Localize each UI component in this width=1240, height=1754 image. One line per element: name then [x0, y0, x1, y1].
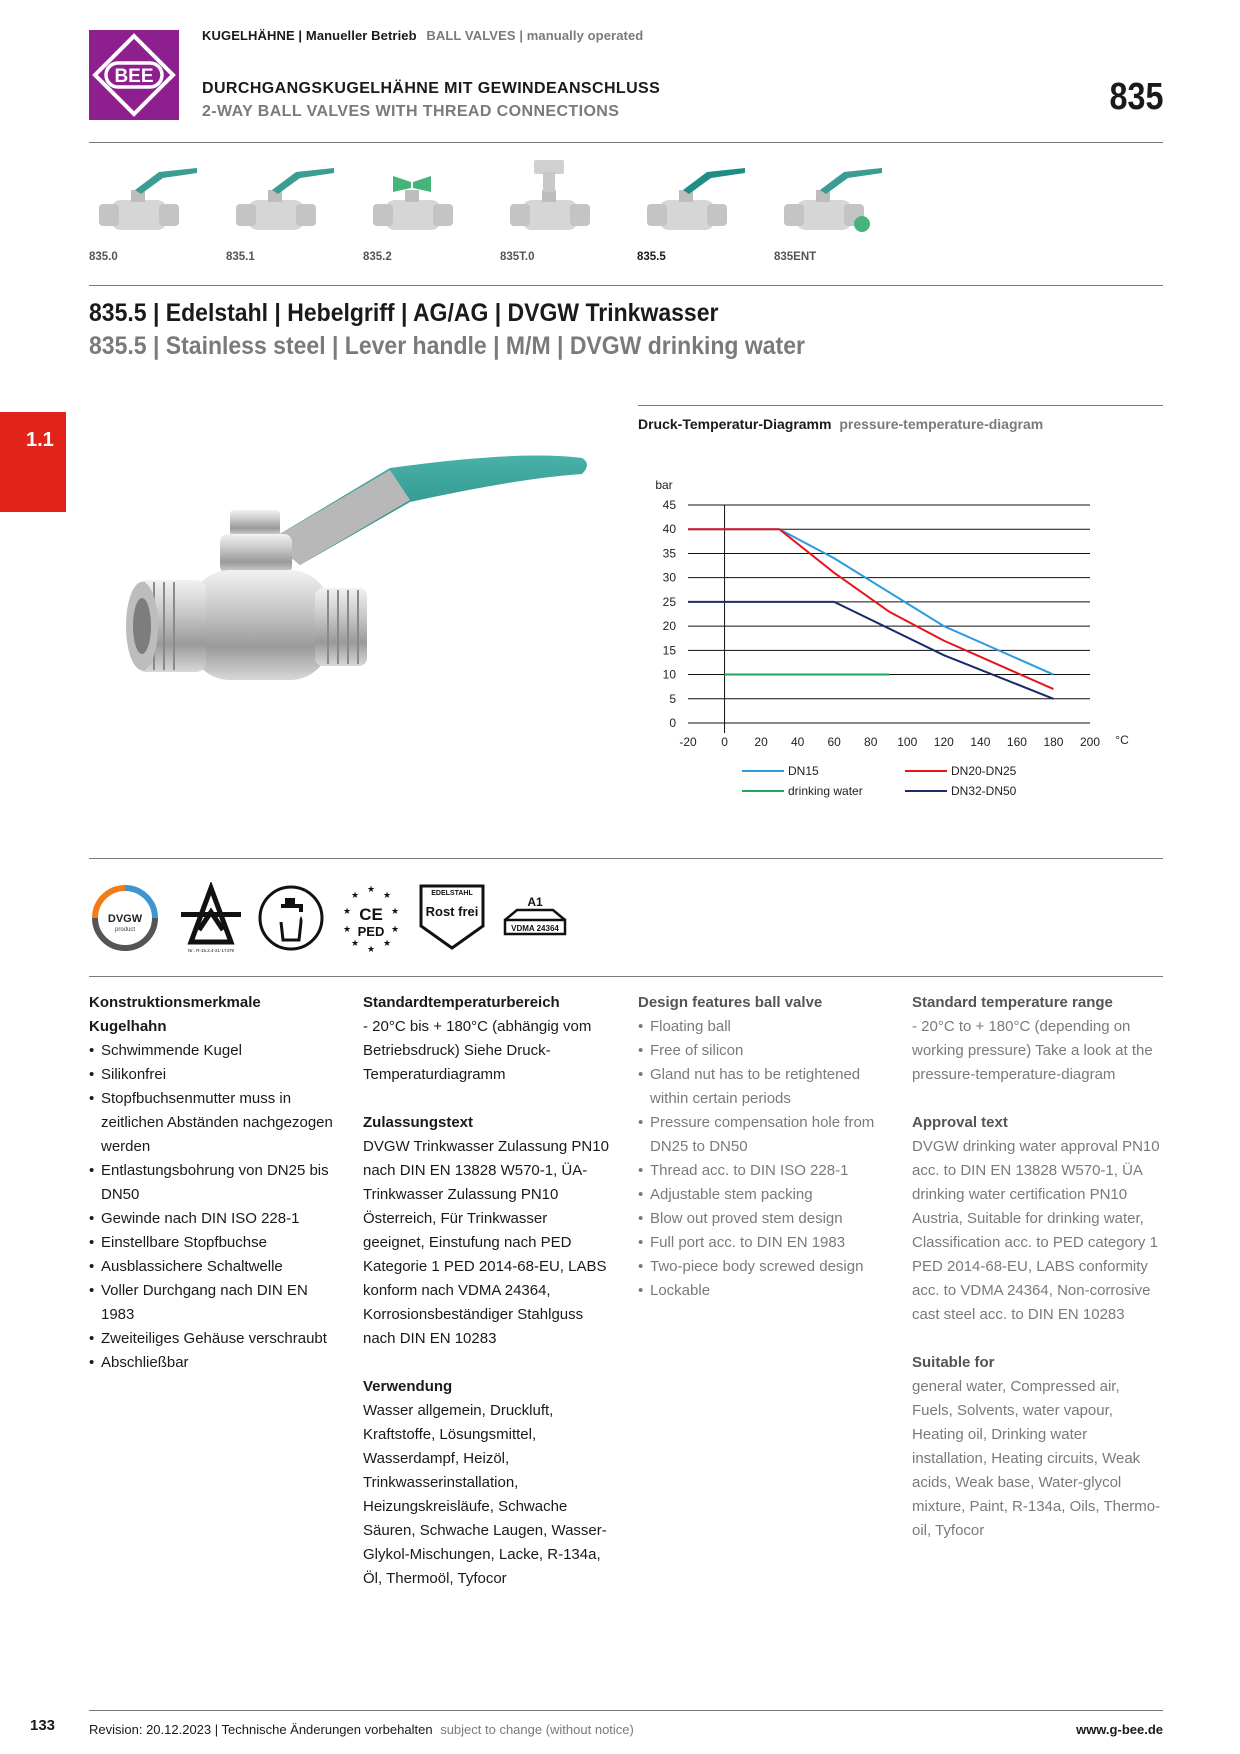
list-item: • Stopfbuchsenmutter muss in zeitlichen Abständen nachgezogen werden [89, 1087, 339, 1159]
page-number: 133 [30, 1717, 56, 1734]
svg-text:★: ★ [382, 890, 392, 900]
x-tick-label: 140 [970, 735, 991, 749]
column-heading: Konstruktionsmerkmale Kugelhahn [89, 994, 261, 1035]
vdma-badge [505, 895, 565, 934]
subtitle-en: 2-WAY BALL VALVES WITH THREAD CONNECTIONS [202, 103, 620, 120]
website-link[interactable]: www.g-bee.de [1076, 1722, 1163, 1737]
ua-text: Nr.: R-15.2.4-21-17479 [187, 948, 235, 953]
divider [89, 285, 1163, 286]
design-features-de [89, 991, 339, 1375]
list-item: • Silikonfrei [89, 1063, 339, 1087]
temperature-text: - 20°C to + 180°C (depending on working pressure) Take a look at the pressure-temperature-diagram [912, 1018, 1153, 1083]
variant-label: 835.5 [637, 251, 666, 263]
x-tick-label: 80 [864, 735, 878, 749]
y-tick-label: 40 [662, 522, 676, 537]
list-item: • Einstellbare Stopfbuchse [89, 1231, 339, 1255]
category-en: BALL VALVES | manually operated [426, 28, 644, 43]
x-tick-label: 180 [1043, 735, 1064, 749]
x-tick-label: 20 [754, 735, 768, 749]
y-axis-label: bar [655, 478, 673, 492]
divider [89, 976, 1163, 977]
dvgw-sub: product [114, 927, 136, 933]
design-features-en [638, 991, 888, 1303]
svg-text:★: ★ [350, 938, 360, 948]
variant-thumbnail[interactable] [500, 158, 620, 238]
svg-text:★: ★ [382, 938, 392, 948]
x-tick-label: -20 [679, 735, 697, 749]
list-item: • Free of silicon [638, 1039, 888, 1063]
dvgw-badge [95, 888, 155, 948]
variant-thumbnail[interactable] [226, 158, 346, 238]
x-tick-label: 40 [790, 735, 805, 749]
list-item: • Zweiteiliges Gehäuse verschraubt [89, 1327, 339, 1351]
feature-list [89, 1039, 339, 1375]
legend-entry: DN15 [788, 764, 819, 778]
vdma-text: VDMA 24364 [511, 924, 559, 933]
product-image [120, 430, 610, 750]
divider [638, 405, 1163, 406]
column-heading: Standard temperature range [912, 994, 1113, 1011]
list-item: • Floating ball [638, 1015, 888, 1039]
page-code: 835 [1109, 76, 1163, 118]
product-title-en: 835.5 | Stainless steel | Lever handle | M/M | DVGW drinking water [89, 332, 805, 360]
list-item: • Voller Durchgang nach DIN EN 1983 [89, 1279, 339, 1327]
list-item: • Entlastungsbohrung von DN25 bis DN50 [89, 1159, 339, 1207]
chart-title [638, 416, 1043, 432]
variant-label: 835T.0 [500, 251, 535, 263]
revision-de: Revision: 20.12.2023 | Technische Änderungen vorbehalten [89, 1722, 433, 1737]
y-tick-label: 15 [662, 643, 676, 658]
y-tick-label: 25 [662, 594, 676, 609]
list-item: • Gland nut has to be retightened within certain periods [638, 1063, 888, 1111]
x-tick-label: 200 [1079, 735, 1101, 749]
ua-badge [181, 888, 241, 953]
y-tick-label: 10 [662, 667, 676, 682]
legend-entry: DN32-DN50 [951, 784, 1017, 798]
x-axis-label: °C [1115, 733, 1129, 747]
use-heading: Suitable for [912, 1354, 995, 1371]
variant-label: 835.1 [226, 251, 255, 263]
approval-heading: Zulassungstext [363, 1114, 474, 1131]
approval-heading: Approval text [912, 1114, 1008, 1131]
variant-label: 835.2 [363, 251, 392, 263]
variant-thumbnail[interactable] [637, 158, 757, 238]
temperature-approval-en [912, 991, 1162, 1543]
y-tick-label: 0 [669, 716, 676, 730]
use-text: Wasser allgemein, Druckluft, Kraftstoffe, Lösungsmittel, Wasserdampf, Heizöl, Trinkwasserinstallation, Heizungskreisläufe, Schwache Säuren, Schwache Laugen, Wasser-Glykol-Mischungen, Lacke, R-134a, Öl, Thermoöl, Tyfocor [363, 1402, 607, 1587]
column-heading: Standardtemperaturbereich [363, 994, 560, 1011]
revision-note [89, 1722, 634, 1737]
rostfrei-badge [421, 886, 483, 948]
temperature-approval-de [363, 991, 613, 1591]
y-tick-label: 30 [662, 570, 676, 585]
pressure-temperature-chart [640, 470, 1160, 820]
list-item: • Lockable [638, 1279, 888, 1303]
svg-text:★: ★ [366, 944, 376, 954]
divider [89, 142, 1163, 143]
use-text: general water, Compressed air, Fuels, Solvents, water vapour, Heating oil, Drinking water installation, Heating circuits, Weak acids, Weak base, Water-glycol mixture, Paint, R-134a, Oils, Thermo-oil, Tyfocor [912, 1378, 1161, 1539]
svg-text:★: ★ [390, 924, 400, 934]
svg-text:★: ★ [342, 906, 352, 916]
x-tick-label: 100 [897, 735, 918, 749]
rostfrei-sub: Rost frei [425, 904, 479, 919]
ped-text: PED [357, 924, 385, 939]
variant-thumbnail[interactable] [363, 158, 483, 238]
y-tick-label: 20 [662, 619, 676, 634]
variant-label: 835.0 [89, 251, 118, 263]
rostfrei-text: EDELSTAHL [431, 890, 473, 897]
vdma-a1: A1 [527, 895, 543, 909]
product-title-de: 835.5 | Edelstahl | Hebelgriff | AG/AG | DVGW Trinkwasser [89, 299, 719, 327]
section-number: 1.1 [26, 429, 54, 451]
list-item: • Full port acc. to DIN EN 1983 [638, 1231, 888, 1255]
x-tick-label: 160 [1006, 735, 1027, 749]
svg-text:★: ★ [390, 906, 400, 916]
x-tick-label: 0 [721, 735, 728, 749]
list-item: • Adjustable stem packing [638, 1183, 888, 1207]
drinking-water-badge [260, 887, 322, 949]
certification-row [89, 882, 609, 954]
list-item: • Blow out proved stem design [638, 1207, 888, 1231]
list-item: • Schwimmende Kugel [89, 1039, 339, 1063]
use-heading: Verwendung [363, 1378, 453, 1395]
svg-text:★: ★ [350, 890, 360, 900]
category-de: KUGELHÄHNE | Manueller Betrieb [202, 28, 417, 43]
list-item: • Thread acc. to DIN ISO 228-1 [638, 1159, 888, 1183]
divider [89, 858, 1163, 859]
temperature-text: - 20°C bis + 180°C (abhängig vom Betriebsdruck) Siehe Druck-Temperaturdiagramm [363, 1018, 592, 1083]
feature-list [638, 1015, 888, 1303]
y-tick-label: 45 [662, 498, 676, 512]
approval-text: DVGW drinking water approval PN10 acc. to DIN EN 13828 W570-1, ÜA drinking water certification PN10 Austria, Suitable for drinking water, Classification acc. to PED category 1 PED 2014-68-EU, LABS conformity acc. to VDMA 24364, Non-corrosive cast steel acc. to DIN EN 10283 [912, 1138, 1160, 1323]
logo-text: BEE [114, 66, 154, 87]
approval-text: DVGW Trinkwasser Zulassung PN10 nach DIN EN 13828 W570-1, ÜA-Trinkwasser Zulassung PN10 Österreich, Für Trinkwasser geeignet, Einstufung nach PED Kategorie 1 PED 2014-68-EU, LABS konform nach VDMA 24364, Korrosionsbeständiger Stahlguss nach DIN EN 10283 [363, 1138, 609, 1347]
variant-thumbnail[interactable] [774, 158, 894, 238]
revision-en: subject to change (without notice) [440, 1722, 634, 1737]
section-tab [0, 412, 66, 512]
legend-entry: drinking water [788, 784, 863, 798]
dvgw-text: DVGW [107, 913, 143, 925]
variant-thumbnail[interactable] [89, 158, 209, 238]
list-item: • Pressure compensation hole from DN25 to DN50 [638, 1111, 888, 1159]
ce-ped-badge [343, 884, 399, 954]
list-item: • Two-piece body screwed design [638, 1255, 888, 1279]
list-item: • Abschließbar [89, 1351, 339, 1375]
y-tick-label: 35 [662, 546, 676, 561]
svg-text:★: ★ [342, 924, 352, 934]
list-item: • Gewinde nach DIN ISO 228-1 [89, 1207, 339, 1231]
legend-entry: DN20-DN25 [951, 764, 1017, 778]
svg-text:★: ★ [366, 884, 376, 894]
category-breadcrumb [202, 28, 643, 43]
x-tick-label: 60 [827, 735, 841, 749]
divider [89, 1710, 1163, 1711]
variant-label: 835ENT [774, 251, 817, 263]
brand-logo [89, 30, 179, 120]
subtitle-de: DURCHGANGSKUGELHÄHNE MIT GEWINDEANSCHLUSS [202, 80, 661, 97]
y-tick-label: 5 [669, 691, 676, 706]
list-item: • Ausblassichere Schaltwelle [89, 1255, 339, 1279]
column-heading: Design features ball valve [638, 994, 823, 1011]
ce-text: CE [359, 905, 383, 924]
x-tick-label: 120 [933, 735, 954, 749]
chart-title-de: Druck-Temperatur-Diagramm [638, 416, 832, 432]
chart-title-en: pressure-temperature-diagram [839, 416, 1044, 432]
